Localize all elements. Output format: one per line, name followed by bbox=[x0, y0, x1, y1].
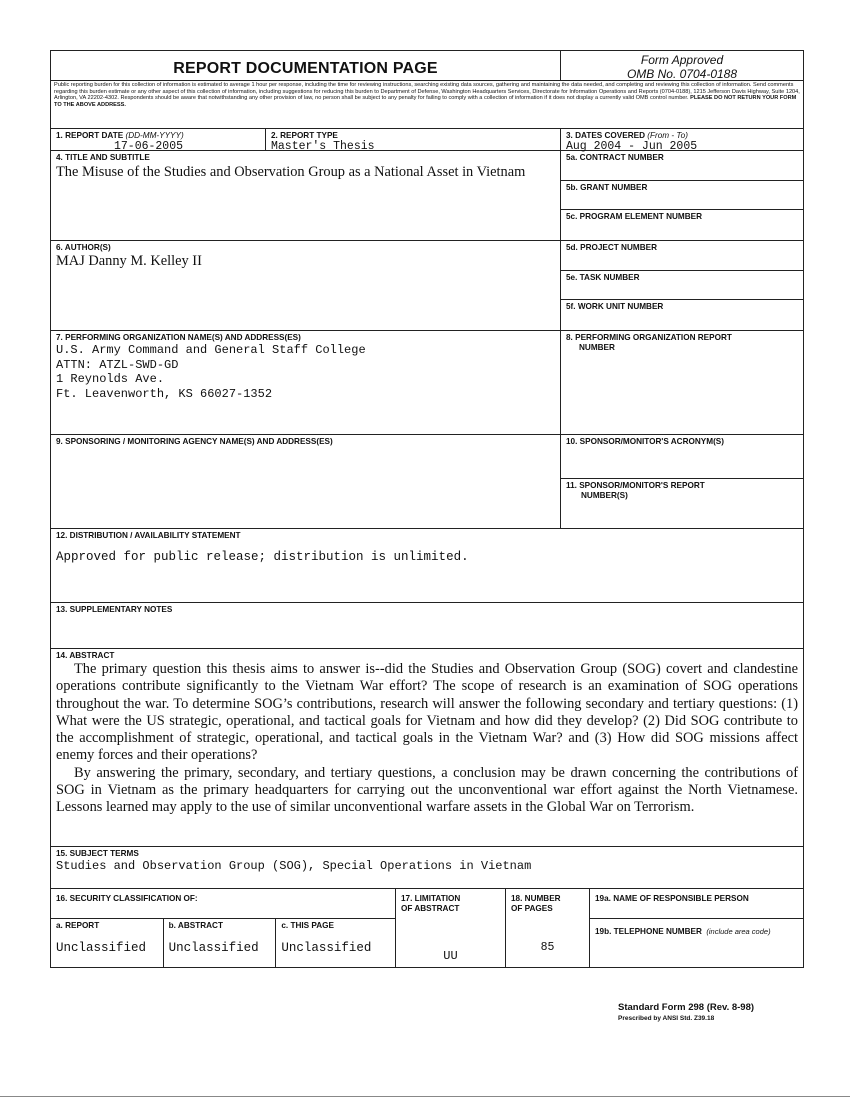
address-line: Ft. Leavenworth, KS 66027-1352 bbox=[56, 386, 273, 401]
address-line: U.S. Army Command and General Staff College bbox=[56, 343, 366, 357]
telephone-label: 19b. TELEPHONE NUMBER bbox=[595, 927, 702, 936]
sponsor-report-cell[interactable] bbox=[561, 479, 803, 528]
ansi-prescription: Prescribed by ANSI Std. Z39.18 bbox=[618, 1015, 715, 1022]
contract-number-cell[interactable]: 5a. CONTRACT NUMBER bbox=[561, 151, 803, 181]
page-class-label: c. THIS PAGE bbox=[281, 921, 334, 930]
program-element-cell[interactable]: 5c. PROGRAM ELEMENT NUMBER bbox=[566, 212, 703, 222]
dates-covered-label: 3. DATES COVERED bbox=[566, 131, 646, 140]
grant-number-cell[interactable]: 5b. GRANT NUMBER bbox=[561, 181, 803, 211]
page-class-value: Unclassified bbox=[281, 941, 372, 955]
distribution-value: Approved for public release; distribution is unlimited. bbox=[56, 550, 469, 564]
abstract-paragraph: By answering the primary, secondary, and tertiary questions, a conclusion may be drawn concerning the contributions of SOG in Vietnam as the primary headquarters for carrying out the unconventional war effort against the North Vietnamese. Lessons learned may apply to the use of similar unconventional warfare assets in the Global War on Terrorism. bbox=[56, 764, 798, 816]
omb-number: OMB No. 0704-0188 bbox=[626, 67, 738, 81]
author-cell[interactable] bbox=[51, 241, 561, 330]
pages-cell[interactable] bbox=[506, 889, 590, 967]
form-header bbox=[51, 51, 803, 81]
supplementary-label: 13. SUPPLEMENTARY NOTES bbox=[56, 605, 173, 614]
telephone-hint: (include area code) bbox=[706, 927, 771, 936]
sponsor-report-label: 11. SPONSOR/MONITOR'S REPORT bbox=[566, 480, 705, 490]
report-class-value: Unclassified bbox=[56, 941, 147, 955]
approval-cell bbox=[561, 51, 803, 80]
abstract-class-cell[interactable] bbox=[164, 919, 277, 967]
sponsoring-row bbox=[51, 435, 803, 529]
report-date-cell[interactable] bbox=[51, 129, 266, 153]
responsible-name-cell[interactable]: 19a. NAME OF RESPONSIBLE PERSON bbox=[590, 889, 803, 919]
abstract-class-value: Unclassified bbox=[168, 941, 259, 955]
performing-report-cell[interactable] bbox=[561, 331, 803, 434]
subject-terms-value: Studies and Observation Group (SOG), Special Operations in Vietnam bbox=[56, 859, 532, 873]
supplementary-row bbox=[51, 603, 803, 649]
work-unit-cell[interactable]: 5f. WORK UNIT NUMBER bbox=[566, 302, 664, 312]
responsible-person bbox=[590, 889, 803, 967]
limitation-value: UU bbox=[443, 949, 458, 963]
pages-label: 18. NUMBER bbox=[511, 894, 561, 903]
sponsor-numbers bbox=[561, 435, 803, 528]
performing-org-address bbox=[56, 343, 555, 401]
project-number-cell[interactable]: 5d. PROJECT NUMBER bbox=[561, 241, 803, 271]
bottom-rule bbox=[0, 1096, 850, 1097]
sponsoring-label: 9. SPONSORING / MONITORING AGENCY NAME(S) AND ADDRESS(ES) bbox=[56, 437, 333, 446]
performing-report-label-2: NUMBER bbox=[579, 343, 615, 352]
burden-statement bbox=[51, 81, 803, 128]
limitation-cell[interactable] bbox=[396, 889, 506, 967]
abstract-cell[interactable] bbox=[51, 649, 803, 846]
pages-label-2: OF PAGES bbox=[511, 904, 553, 913]
performing-org-row bbox=[51, 331, 803, 435]
abstract-row bbox=[51, 649, 803, 847]
limitation-label: 17. LIMITATION bbox=[401, 894, 461, 903]
subject-terms-row bbox=[51, 847, 803, 889]
title-value: The Misuse of the Studies and Observation Group as a National Asset in Vietnam bbox=[56, 164, 526, 180]
form-approved-label: Form Approved bbox=[640, 53, 724, 67]
supplementary-cell[interactable] bbox=[51, 603, 803, 648]
address-line: 1 Reynolds Ave. bbox=[56, 372, 165, 386]
author-value: MAJ Danny M. Kelley II bbox=[56, 253, 202, 269]
burden-warning: PLEASE DO NOT RETURN YOUR FORM TO THE ABOVE ADDRESS. bbox=[54, 95, 797, 108]
sponsor-report-label-2: NUMBER(S) bbox=[581, 490, 628, 500]
dates-covered-value: Aug 2004 - Jun 2005 bbox=[566, 140, 698, 153]
sponsor-acronym-cell[interactable]: 10. SPONSOR/MONITOR'S ACRONYM(S) bbox=[561, 435, 803, 479]
abstract-label: 14. ABSTRACT bbox=[56, 651, 115, 660]
report-class-label: a. REPORT bbox=[56, 921, 100, 930]
security-label: 16. SECURITY CLASSIFICATION OF: bbox=[51, 889, 395, 919]
author-label: 6. AUTHOR(S) bbox=[56, 243, 111, 252]
numbers-5abc bbox=[561, 151, 803, 240]
form-footer bbox=[618, 1002, 754, 1024]
numbers-5def bbox=[561, 241, 803, 330]
report-date-value: 17-06-2005 bbox=[114, 140, 184, 153]
author-row bbox=[51, 241, 803, 331]
distribution-row bbox=[51, 529, 803, 603]
distribution-label: 12. DISTRIBUTION / AVAILABILITY STATEMENT bbox=[56, 531, 241, 540]
standard-form-name: Standard Form 298 (Rev. 8-98) bbox=[618, 1002, 755, 1013]
form-title-cell bbox=[51, 51, 561, 80]
report-date-label: 1. REPORT DATE bbox=[56, 131, 124, 140]
dates-row bbox=[51, 129, 803, 151]
burden-text: Public reporting burden for this collection of information is estimated to average 1 hour per response, including the time for reviewing instructions, searching existing data sources, gathering and maintaining the data needed, and completing and reviewing this collection of information. Send comments regarding this burden estimate or any other aspect of this collection of information, including suggestions for reducing this burden to Department of Defense, Washington Headquarters Services, Directorate for Information Operations and Reports (0704-0188), 1215 Jefferson Davis Highway, Suite 1204, Arlington, VA 22202-4302. Respondents should be aware that notwithstanding any other provision of law, no person shall be subject to any penalty for failing to comply with a collection of information if it does not display a currently valid OMB control number. bbox=[54, 82, 800, 102]
report-class-cell[interactable] bbox=[51, 919, 164, 967]
report-type-value: Master's Thesis bbox=[271, 140, 375, 153]
performing-report-label: 8. PERFORMING ORGANIZATION REPORT bbox=[566, 333, 732, 342]
abstract-paragraph: The primary question this thesis aims to answer is--did the Studies and Observation Group (SOG) covert and clandestine operations contribute significantly to the Vietnam War effort? The scope of research is an examination of SOG operations throughout the war. To determine SOG’s contributions, research will answer the following secondary and tertiary questions: (1) What were the US strategic, operational, and tactical goals for Vietnam and how did they develop? (2) Did SOG contribute to the accomplishment of strategic, operational, and tactical goals in the Vietnam War? and (3) How did SOG missions affect enemy forces and their operations? bbox=[56, 661, 798, 764]
report-date-hint: (DD-MM-YYYY) bbox=[125, 131, 184, 140]
abstract-class-label: b. ABSTRACT bbox=[168, 921, 223, 930]
page-class-cell[interactable] bbox=[276, 919, 395, 967]
address-line: ATTN: ATZL-SWD-GD bbox=[56, 357, 179, 372]
title-label: 4. TITLE AND SUBTITLE bbox=[56, 153, 150, 162]
security-classification bbox=[51, 889, 396, 967]
report-type-label: 2. REPORT TYPE bbox=[271, 131, 338, 140]
report-documentation-form bbox=[50, 50, 804, 968]
report-type-cell[interactable] bbox=[266, 129, 561, 153]
dates-covered-hint: (From - To) bbox=[647, 131, 688, 140]
pages-value: 85 bbox=[540, 941, 555, 954]
distribution-cell[interactable] bbox=[51, 529, 803, 602]
performing-org-cell[interactable] bbox=[51, 331, 561, 434]
title-cell[interactable] bbox=[51, 151, 561, 240]
security-subcells bbox=[51, 919, 395, 967]
subject-terms-cell[interactable] bbox=[51, 847, 803, 888]
form-title: REPORT DOCUMENTATION PAGE bbox=[173, 60, 438, 77]
burden-statement-row bbox=[51, 81, 803, 129]
performing-org-label: 7. PERFORMING ORGANIZATION NAME(S) AND ADDRESS(ES) bbox=[56, 333, 301, 342]
task-number-cell[interactable]: 5e. TASK NUMBER bbox=[561, 271, 803, 301]
dates-covered-cell[interactable] bbox=[561, 129, 803, 153]
subject-terms-label: 15. SUBJECT TERMS bbox=[56, 849, 139, 858]
title-row bbox=[51, 151, 803, 241]
telephone-cell[interactable] bbox=[590, 919, 803, 967]
limitation-label-2: OF ABSTRACT bbox=[401, 904, 460, 913]
classification-row bbox=[51, 889, 803, 967]
sponsoring-cell[interactable] bbox=[51, 435, 561, 528]
